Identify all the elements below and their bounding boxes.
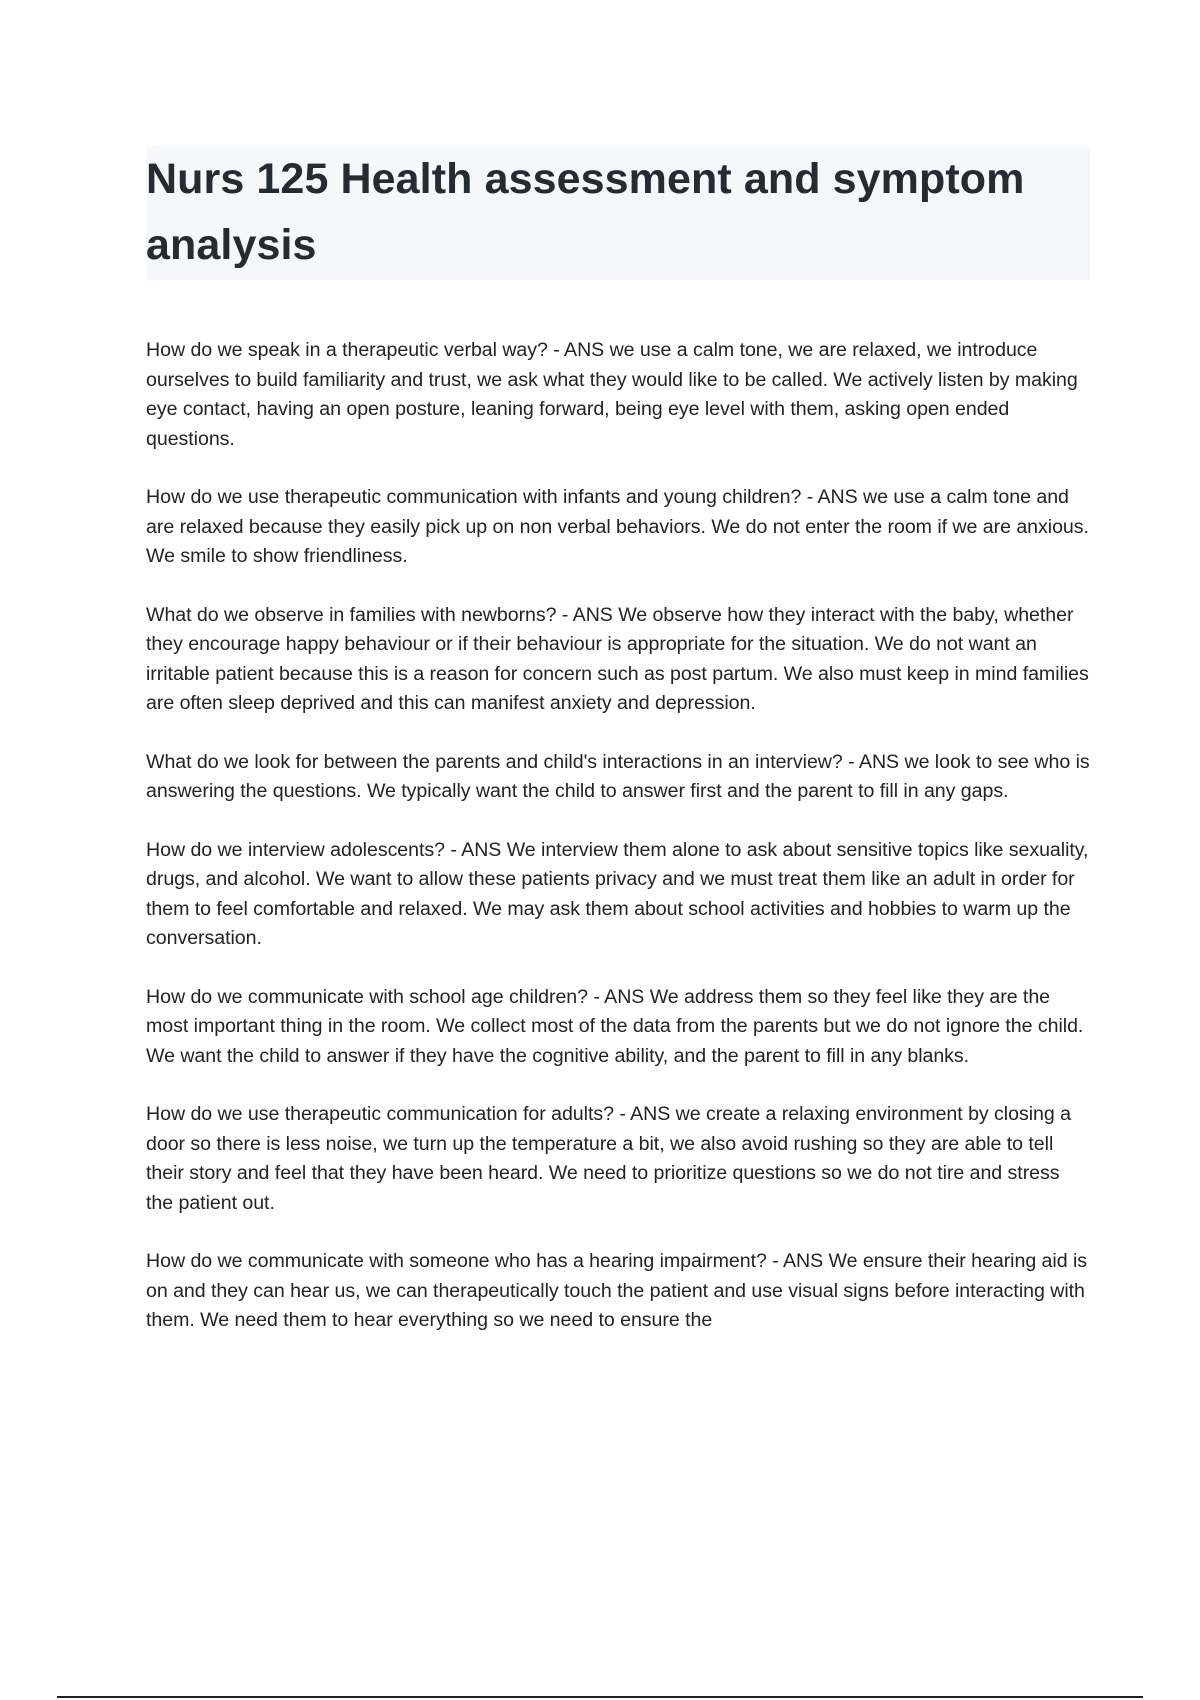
- qa-entry: How do we speak in a therapeutic verbal way? - ANS we use a calm tone, we are relaxed, we introduce ourselves to build familiarity and trust, we ask what they would like to be called. We actively listen by making eye contact, having an open posture, leaning forward, being eye level with them, asking open ended questions.: [146, 339, 1078, 450]
- page-bottom-divider: [57, 1696, 1143, 1698]
- qa-entry: How do we communicate with school age children? - ANS We address them so they feel like they are the most important thing in the room. We collect most of the data from the parents but we do not ignore the child. We want the child to answer if they have the cognitive ability, and the parent to fill in any blanks.: [146, 985, 1084, 1067]
- qa-entry: What do we observe in families with newborns? - ANS We observe how they interact with the baby, whether they encourage happy behaviour or if their behaviour is appropriate for the situation. We do not want an irritable patient because this is a reason for concern such as post partum. We also must keep in mind families are often sleep deprived and this can manifest anxiety and depression.: [146, 603, 1089, 714]
- qa-entry: How do we use therapeutic communication with infants and young children? - ANS we use a calm tone and are relaxed because they easily pick up on non verbal behaviors. We do not enter the room if we are anxious. We smile to show friendliness.: [146, 486, 1089, 567]
- qa-entry: What do we look for between the parents and child's interactions in an interview? - ANS we look to see who is answering the questions. We typically want the child to answer first and the parent to fill in any gaps.: [146, 750, 1090, 802]
- document-body: [146, 336, 1090, 1365]
- qa-entry: How do we interview adolescents? - ANS We interview them alone to ask about sensitive topics like sexuality, drugs, and alcohol. We want to allow these patients privacy and we must treat them like an adult in order for them to feel comfortable and relaxed. We may ask them about school activities and hobbies to warm up the conversation.: [146, 838, 1089, 949]
- document-title: Nurs 125 Health assessment and symptom analysis: [146, 155, 1025, 269]
- qa-entry: How do we use therapeutic communication for adults? - ANS we create a relaxing environment by closing a door so there is less noise, we turn up the temperature a bit, we also avoid rushing so they are able to tell their story and feel that they have been heard. We need to prioritize questions so we do not tire and stress the patient out.: [146, 1103, 1071, 1214]
- title-block: [146, 146, 1090, 280]
- qa-entry: How do we communicate with someone who has a hearing impairment? - ANS We ensure their hearing aid is on and they can hear us, we can therapeutically touch the patient and use visual signs before interacting with them. We need them to hear everything so we need to ensure the: [146, 1250, 1087, 1331]
